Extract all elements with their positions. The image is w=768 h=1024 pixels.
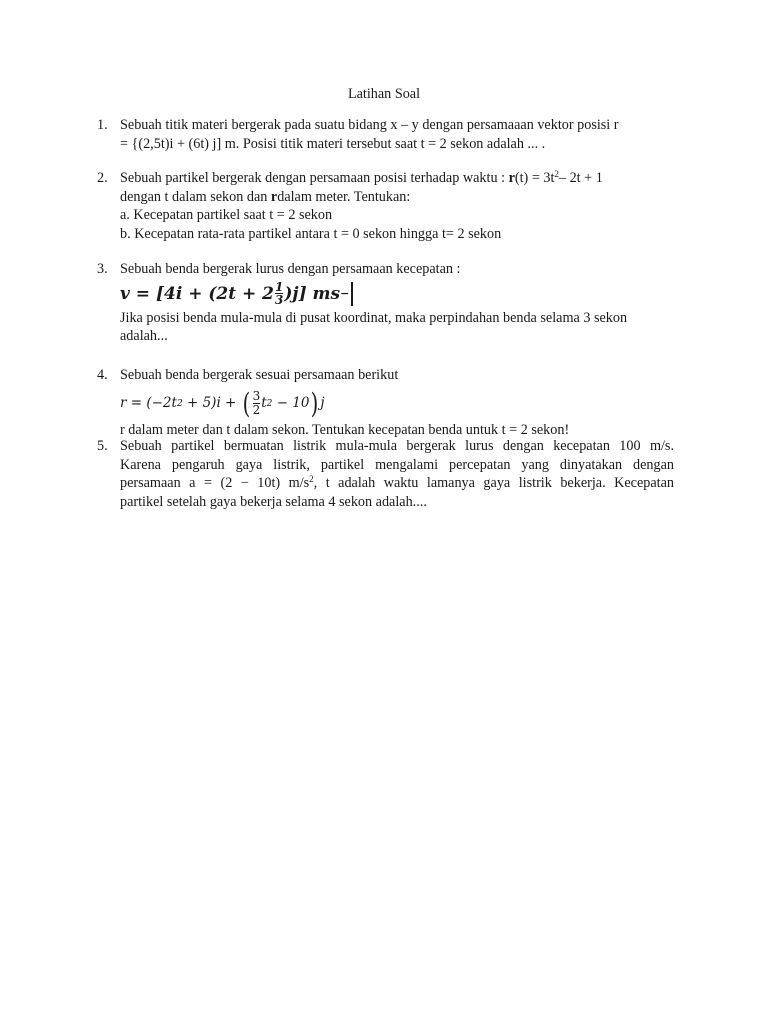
question-number: 2. xyxy=(97,170,108,186)
question-number: 3. xyxy=(97,261,108,277)
fraction xyxy=(275,281,283,306)
text-segment: (t) = 3t xyxy=(514,170,555,186)
fraction-numerator: 1 xyxy=(275,280,284,294)
sub-question-b: b. Kecepatan rata-rata partikel antara t = 0 sekon hingga t= 2 sekon xyxy=(120,225,502,242)
equation-part: v = [4i + (2t + 2 xyxy=(120,283,275,304)
question-number: 5. xyxy=(97,438,108,454)
equation-part: − 10 xyxy=(272,395,310,412)
question-3 xyxy=(97,260,674,346)
velocity-equation: v = [4i + (2t + 2 $\frac{1}{3}$ )j] ms − xyxy=(120,281,674,307)
fraction-numerator: 3 xyxy=(252,389,261,403)
equation-part: )j] ms xyxy=(284,283,341,304)
text-segment: – 2t + 1 xyxy=(558,170,603,186)
text-segment: persamaan a = (2 − 10t) m/s xyxy=(120,475,310,491)
question-text-line: r dalam meter dan t dalam sekon. Tentukan kecepatan benda untuk t = 2 sekon! xyxy=(120,421,570,438)
page-title: Latihan Soal xyxy=(347,86,421,102)
exponent: 2 xyxy=(309,474,314,484)
equation-part: r = (−2t xyxy=(120,395,177,412)
exponent: 2 xyxy=(554,169,559,179)
open-paren: ( xyxy=(242,386,250,420)
question-text-line xyxy=(120,188,674,207)
question-number: 1. xyxy=(97,117,108,133)
equation-part: j xyxy=(320,395,325,412)
vector-r: r xyxy=(508,170,515,186)
text-segment: , t adalah waktu lamanya gaya listrik bekerja. Kecepatan xyxy=(313,475,674,491)
question-5 xyxy=(97,437,674,511)
text-cursor xyxy=(351,282,353,306)
question-4 xyxy=(97,366,674,439)
text-segment: dalam meter. Tentukan: xyxy=(277,188,411,205)
question-text-line: Jika posisi benda mula-mula di pusat koordinat, maka perpindahan benda selama 3 sekon xyxy=(120,309,628,326)
question-text-line: Karena pengaruh gaya listrik, partikel mengalami percepatan yang dinyatakan dengan xyxy=(120,456,674,473)
sub-question-a: a. Kecepatan partikel saat t = 2 sekon xyxy=(120,207,333,223)
question-text-line xyxy=(120,169,674,188)
position-equation: r = (−2t 2 + 5)i + ( 3 2 t 2 − 10 ) j xyxy=(120,386,325,420)
question-text-line: adalah... xyxy=(120,328,168,344)
question-text-line: Sebuah benda bergerak sesuai persamaan berikut xyxy=(120,367,399,383)
question-text-line: Sebuah benda bergerak lurus dengan persamaan kecepatan : xyxy=(120,261,461,277)
question-1 xyxy=(97,116,674,153)
question-text-line: Sebuah partikel bermuatan listrik mula-mula bergerak lurus dengan kecepatan 100 m/s. xyxy=(120,438,674,454)
question-text-line: partikel setelah gaya bekerja selama 4 sekon adalah.... xyxy=(120,493,427,510)
question-number: 4. xyxy=(97,367,108,383)
question-text-line: = {(2,5t)i + (6t) j] m. Posisi titik materi tersebut saat t = 2 sekon adalah ... . xyxy=(120,135,546,152)
question-text-line: Sebuah titik materi bergerak pada suatu bidang x – y dengan persamaaan vektor posisi r xyxy=(120,117,619,133)
equation-part: t xyxy=(261,395,267,412)
question-text-line xyxy=(120,474,674,493)
equation-part: + 5)i + xyxy=(182,395,241,412)
close-paren: ) xyxy=(311,386,319,420)
fraction-denominator: 2 xyxy=(252,403,261,417)
vector-r: r xyxy=(270,188,278,205)
text-segment: dengan t dalam sekon dan xyxy=(120,188,271,205)
fraction xyxy=(253,390,261,417)
fraction-denominator: 3 xyxy=(275,293,284,307)
text-segment: Sebuah partikel bergerak dengan persamaan posisi terhadap waktu : xyxy=(120,170,509,186)
question-2 xyxy=(97,169,674,243)
